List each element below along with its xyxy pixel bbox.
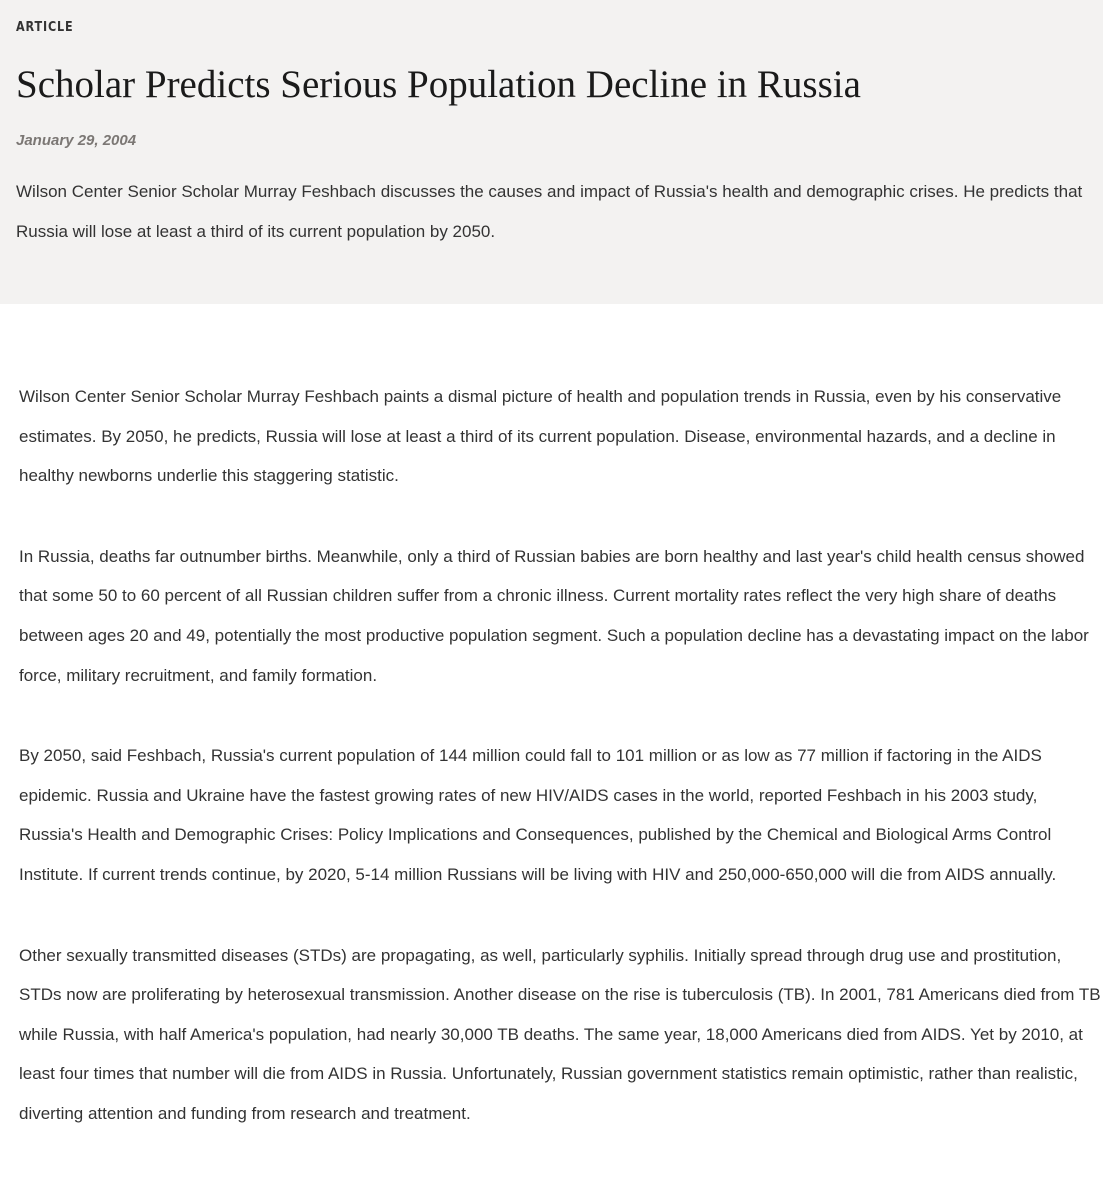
article-body bbox=[19, 377, 1101, 1175]
body-paragraph: Wilson Center Senior Scholar Murray Feshbach paints a dismal picture of health and population trends in Russia, even by his conservative estimates. By 2050, he predicts, Russia will lose at least a third of its current population. Disease, environmental hazards, and a decline in healthy newborns underlie this staggering statistic. bbox=[19, 387, 1062, 486]
content-type-label: ARTICLE bbox=[16, 20, 74, 35]
body-paragraph: Other sexually transmitted diseases (STDs) are propagating, as well, particularly syphilis. Initially spread through drug use and prostitution, STDs now are proliferating by heterosexual transmission. Another disease on the rise is tuberculosis (TB). In 2001, 781 Americans died from TB while Russia, with half America's population, had nearly 30,000 TB deaths. The same year, 18,000 Americans died from AIDS. Yet by 2010, at least four times that number will die from AIDS in Russia. Unfortunately, Russian government statistics remain optimistic, rather than realistic, diverting attention and funding from research and treatment. bbox=[19, 945, 1101, 1123]
body-paragraph: In Russia, deaths far outnumber births. Meanwhile, only a third of Russian babies are born healthy and last year's child health census showed that some 50 to 60 percent of all Russian children suffer from a chronic illness. Current mortality rates reflect the very high share of deaths between ages 20 and 49, potentially the most productive population segment. Such a population decline has a devastating impact on the labor force, military recruitment, and family formation. bbox=[19, 546, 1089, 685]
article-summary: Wilson Center Senior Scholar Murray Feshbach discusses the causes and impact of Russia's health and demographic crises. He predicts that Russia will lose at least a third of its current population by 2050. bbox=[16, 182, 1083, 241]
article-title: Scholar Predicts Serious Population Decline in Russia bbox=[16, 63, 861, 106]
article-header bbox=[0, 0, 1103, 304]
body-paragraph: By 2050, said Feshbach, Russia's current population of 144 million could fall to 101 million or as low as 77 million if factoring in the AIDS epidemic. Russia and Ukraine have the fastest growing rates of new HIV/AIDS cases in the world, reported Feshbach in his 2003 study, Russia's Health and Demographic Crises: Policy Implications and Consequences, published by the Chemical and Biological Arms Control Institute. If current trends continue, by 2020, 5-14 million Russians will be living with HIV and 250,000-650,000 will die from AIDS annually. bbox=[19, 746, 1057, 884]
publish-date: January 29, 2004 bbox=[16, 132, 137, 149]
